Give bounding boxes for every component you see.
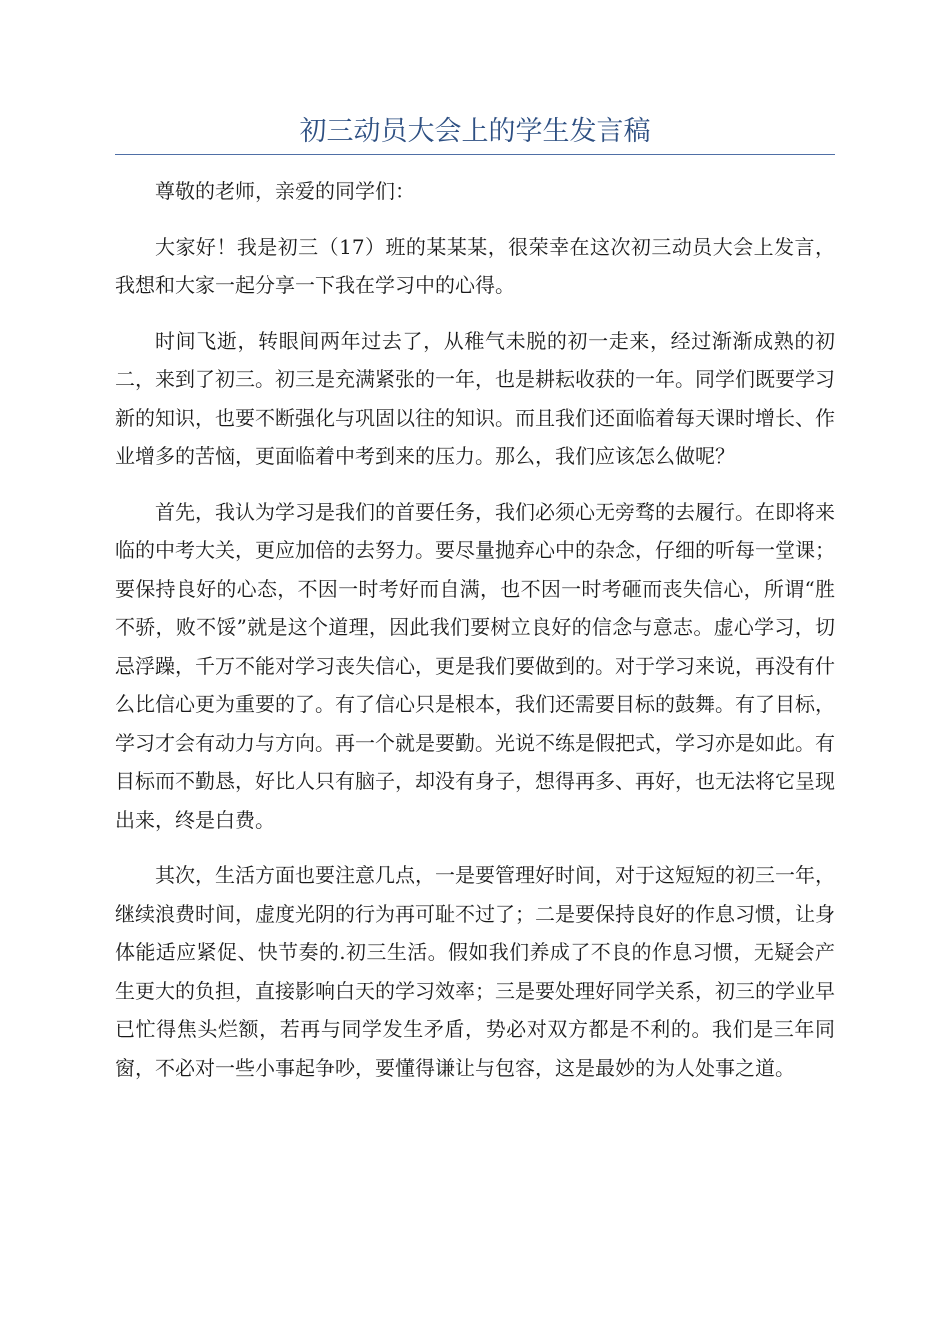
life-paragraph: 其次，生活方面也要注意几点，一是要管理好时间，对于这短短的初三一年，继续浪费时间，虚度光阴的行为再可耻不过了；二是要保持良好的作息习惯，让身体能适应紧促、快节奏的.初三生活。假如我们养成了不良的作息习惯，无疑会产生更大的负担，直接影响白天的学习效率；三是要处理好同学关系，初三的学业早已忙得焦头烂额，若再与同学发生矛盾，势必对双方都是不利的。我们是三年同窗，不必对一些小事起争吵，要懂得谦让与包容，这是最妙的为人处事之道。 — [115, 863, 835, 1080]
intro-paragraph: 大家好！我是初三（17）班的某某某，很荣幸在这次初三动员大会上发言，我想和大家一起分享一下我在学习中的心得。 — [115, 234, 835, 297]
salutation-paragraph: 尊敬的老师，亲爱的同学们： — [155, 179, 415, 203]
time-paragraph: 时间飞逝，转眼间两年过去了，从稚气未脱的初一走来，经过渐渐成熟的初二，来到了初三。初三是充满紧张的一年，也是耕耘收获的一年。同学们既要学习新的知识，也要不断强化与巩固以往的知识。而且我们还面临着每天课时增长、作业增多的苦恼，更面临着中考到来的压力。那么，我们应该怎么做呢？ — [115, 328, 835, 468]
title-underline — [115, 154, 835, 155]
document-title: 初三动员大会上的学生发言稿 — [299, 116, 651, 147]
document-body — [115, 172, 835, 1104]
study-paragraph: 首先，我认为学习是我们的首要任务，我们必须心无旁骛的去履行。在即将来临的中考大关，更应加倍的去努力。要尽量抛弃心中的杂念，仔细的听每一堂课；要保持良好的心态，不因一时考好而自满，也不因一时考砸而丧失信心，所谓“胜不骄，败不馁”就是这个道理，因此我们要树立良好的信念与意志。虚心学习，切忌浮躁，千万不能对学习丧失信心，更是我们要做到的。对于学习来说，再没有什么比信心更为重要的了。有了信心只是根本，我们还需要目标的鼓舞。有了目标，学习才会有动力与方向。再一个就是要勤。光说不练是假把式，学习亦是如此。有目标而不勤恳，好比人只有脑子，却没有身子，想得再多、再好，也无法将它呈现出来，终是白费。 — [115, 499, 835, 832]
